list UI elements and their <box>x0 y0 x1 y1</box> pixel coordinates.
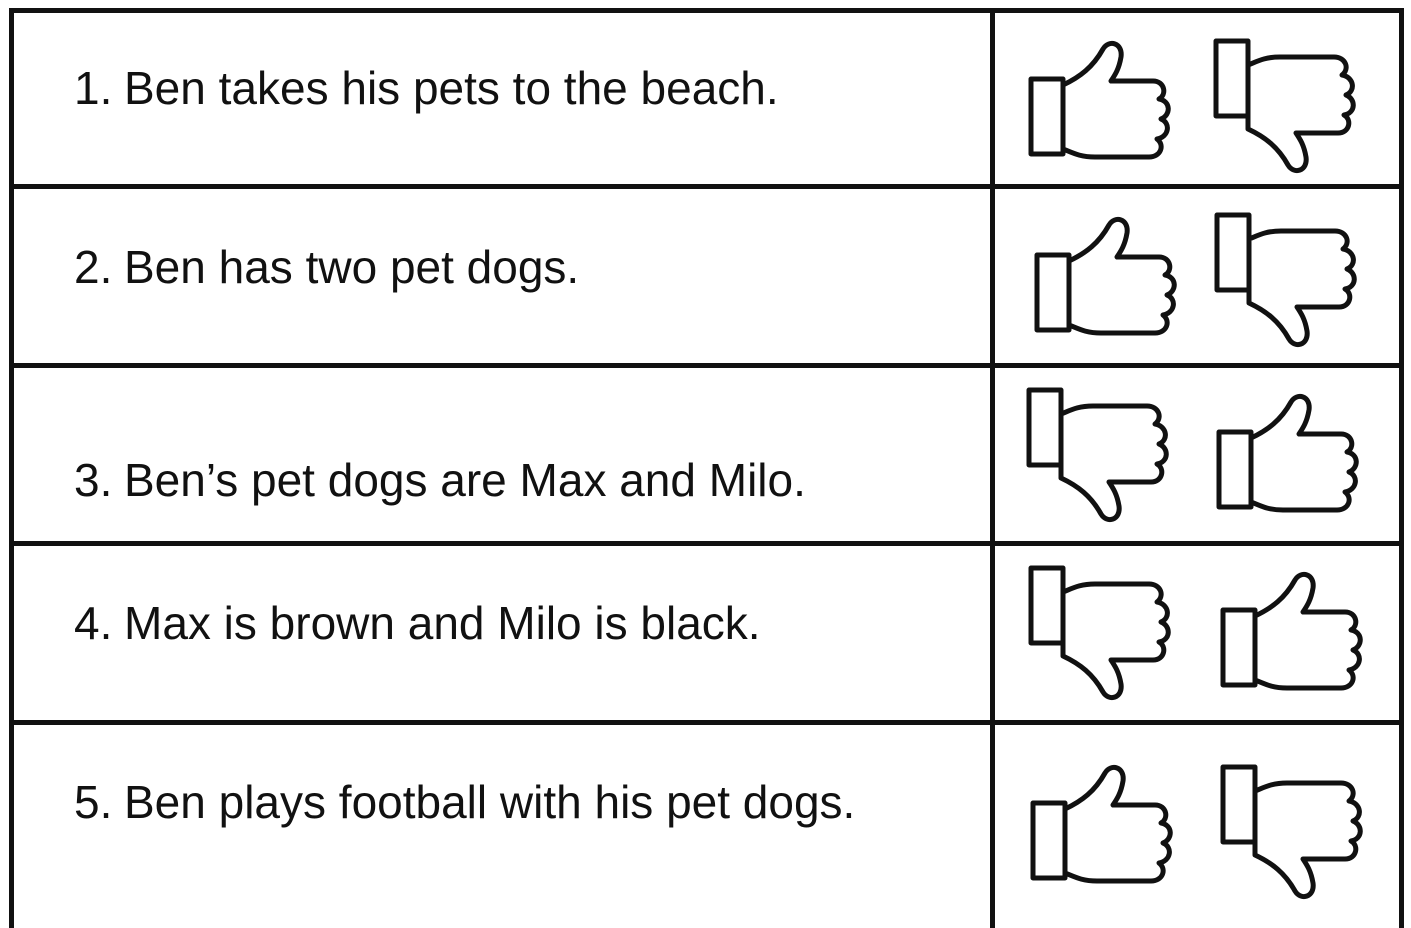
thumbs-down-icon[interactable] <box>1210 35 1360 185</box>
statement-row-1 <box>9 8 1404 189</box>
statement-2 <box>74 241 580 293</box>
statement-number: 3. <box>74 454 113 506</box>
statement-number: 4. <box>74 597 113 649</box>
thumbs-up-icon[interactable] <box>1031 205 1181 355</box>
answer-choices <box>995 189 1399 368</box>
statement-number: 1. <box>74 62 113 114</box>
thumbs-down-icon[interactable] <box>1211 209 1361 359</box>
statement-number: 2. <box>74 241 113 293</box>
thumbs-up-icon[interactable] <box>1027 753 1177 903</box>
answer-choices <box>995 13 1399 189</box>
statement-1 <box>74 62 779 114</box>
thumbs-up-icon[interactable] <box>1025 29 1175 179</box>
statement-row-4 <box>9 541 1404 725</box>
statement-row-5 <box>9 720 1404 928</box>
thumbs-up-icon[interactable] <box>1213 382 1363 532</box>
thumbs-up-icon[interactable] <box>1217 560 1367 710</box>
answer-choices <box>995 546 1399 725</box>
statement-text: Ben plays football with his pet dogs. <box>124 776 856 828</box>
statement-text: Max is brown and Milo is black. <box>124 597 761 649</box>
thumbs-down-icon[interactable] <box>1217 761 1367 911</box>
statement-3 <box>74 454 806 506</box>
answer-choices <box>995 725 1399 928</box>
thumbs-down-icon[interactable] <box>1025 562 1175 712</box>
statement-5 <box>74 776 856 828</box>
answer-choices <box>995 368 1399 546</box>
statement-row-2 <box>9 184 1404 368</box>
thumbs-down-icon[interactable] <box>1023 384 1173 534</box>
statement-number: 5. <box>74 776 113 828</box>
statement-text: Ben takes his pets to the beach. <box>124 62 779 114</box>
statement-text: Ben’s pet dogs are Max and Milo. <box>124 454 806 506</box>
statement-text: Ben has two pet dogs. <box>124 241 580 293</box>
statement-4 <box>74 597 761 649</box>
statement-row-3 <box>9 363 1404 546</box>
